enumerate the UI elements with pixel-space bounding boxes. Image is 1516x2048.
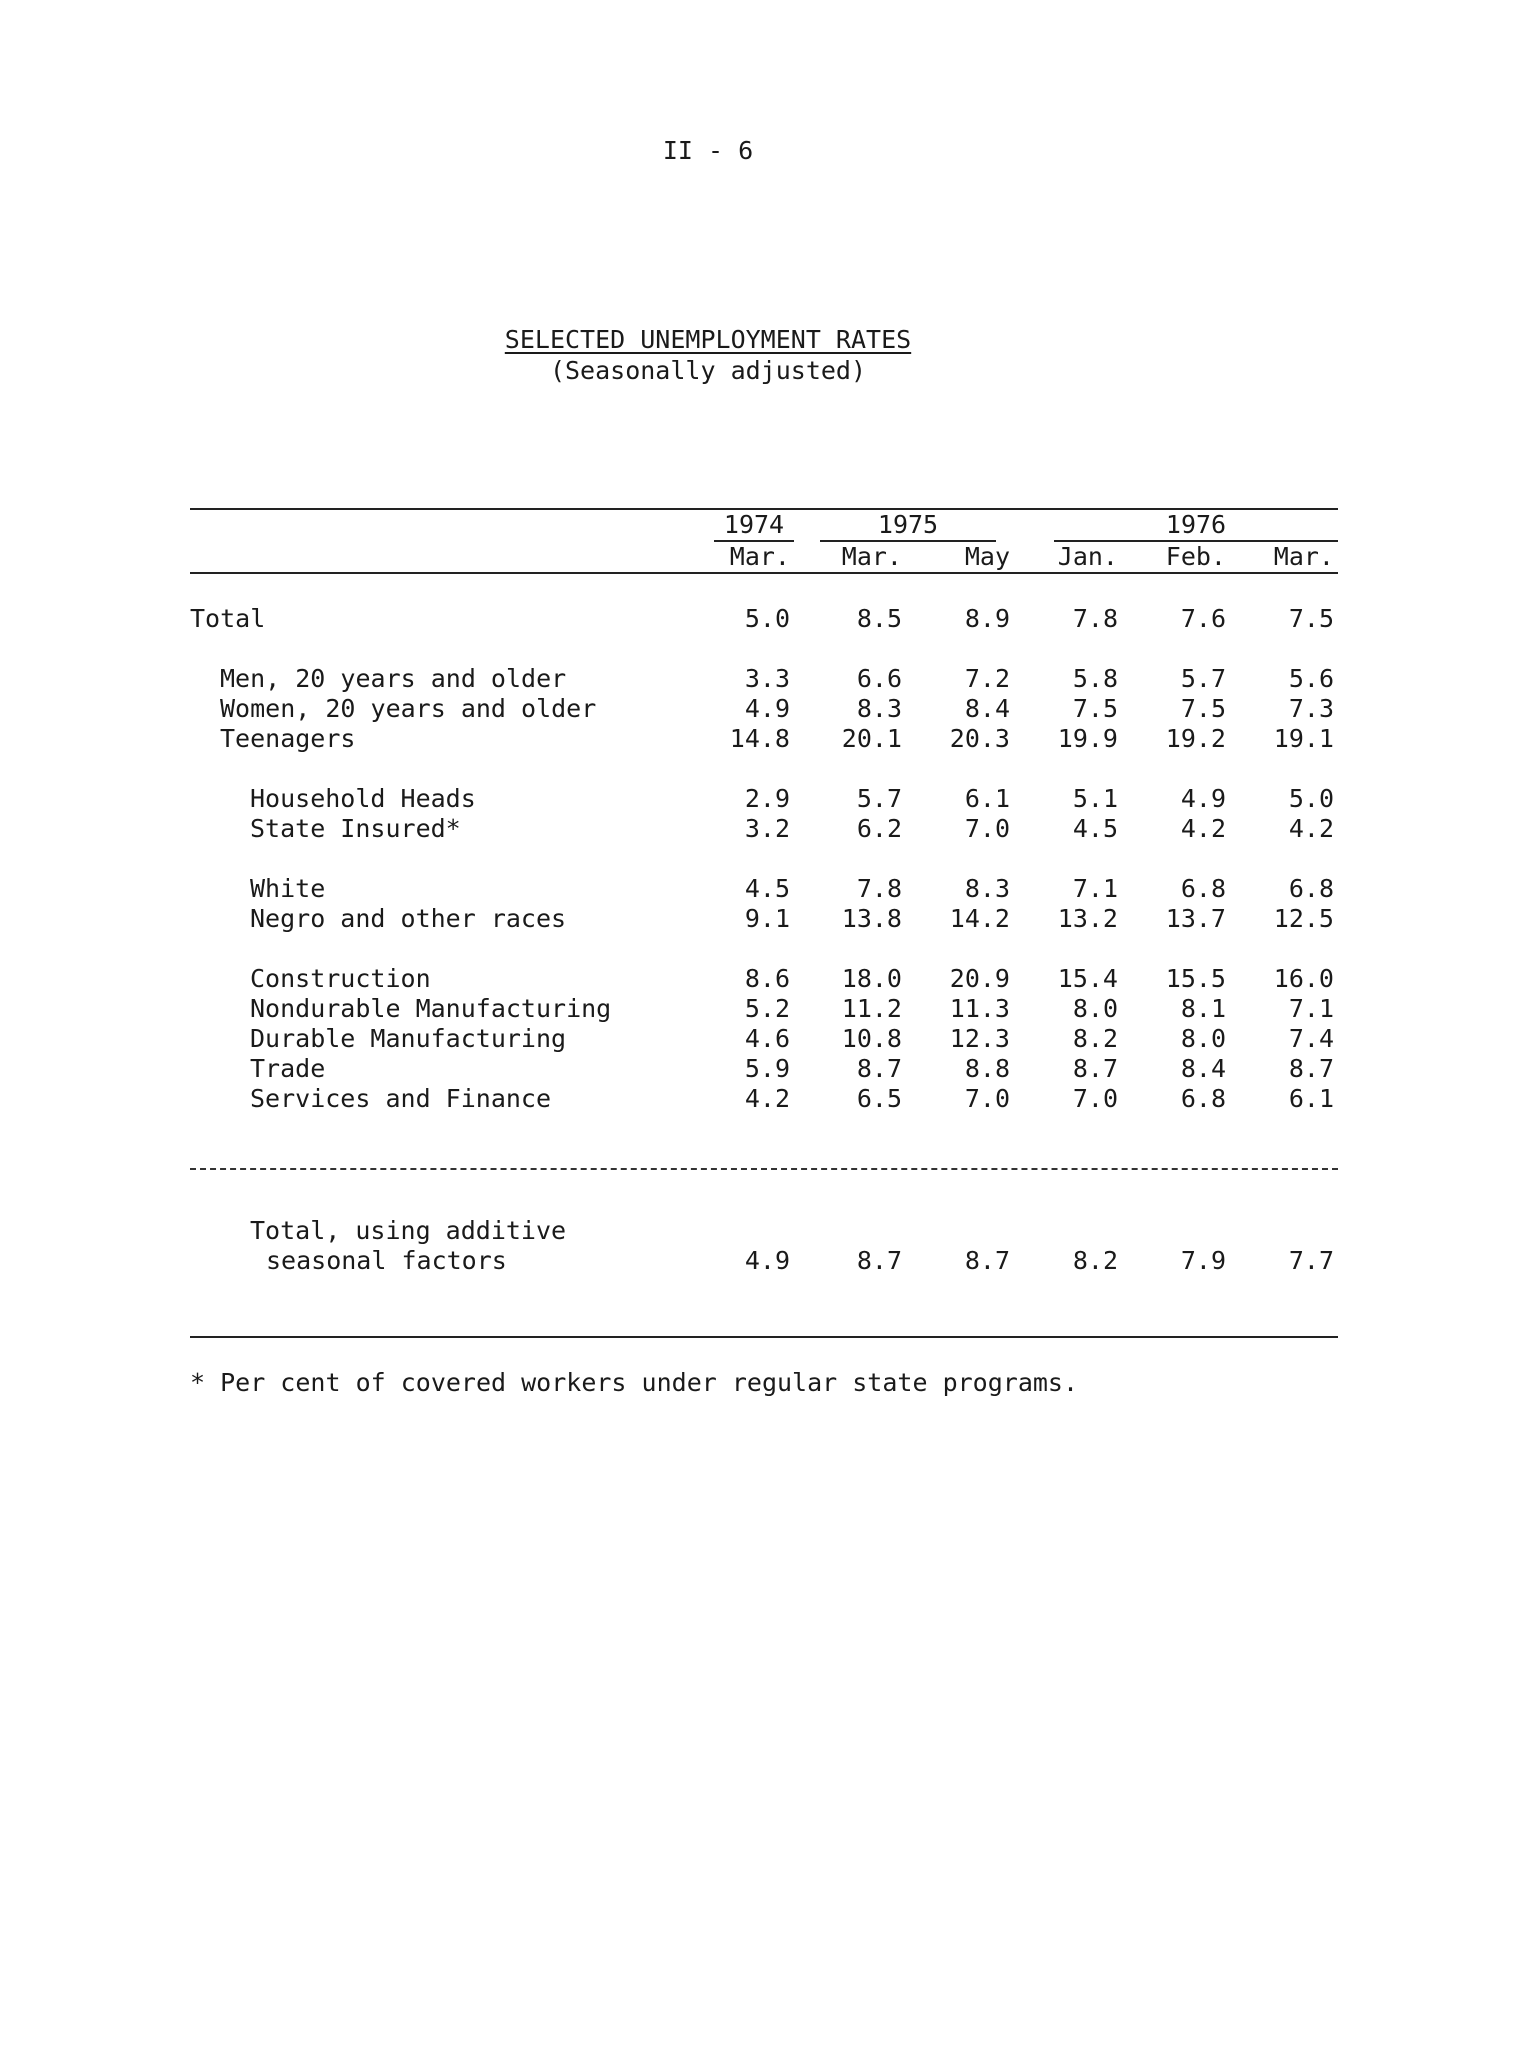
table-cell: 2.9 (744, 784, 790, 813)
table-cell: 12.3 (949, 1024, 1010, 1053)
table-cell: 7.8 (856, 874, 902, 903)
row-label: Women, 20 years and older (220, 694, 597, 723)
table-cell: 6.8 (1288, 874, 1334, 903)
table-cell: 12.5 (1273, 904, 1334, 933)
table-cell: 7.4 (1288, 1024, 1334, 1053)
table-cell: 8.4 (964, 694, 1010, 723)
table-cell: 8.3 (856, 694, 902, 723)
row-label: Negro and other races (250, 904, 567, 933)
table-cell: 20.3 (949, 724, 1010, 753)
table-cell: 7.3 (1288, 694, 1334, 723)
table-bottom-rule (190, 1336, 1338, 1338)
table-cell: 8.3 (964, 874, 1010, 903)
table-cell: 15.4 (1057, 964, 1118, 993)
month-header-cell: Mar. (729, 542, 790, 571)
row-label: White (250, 874, 326, 903)
footnote: * Per cent of covered workers under regular state programs. (190, 1368, 1079, 1397)
year-header-1974: 1974 (714, 510, 794, 542)
row-label: Construction (250, 964, 431, 993)
table-cell: 14.2 (949, 904, 1010, 933)
table-dashed-separator (190, 1168, 1338, 1170)
row-label: Durable Manufacturing (250, 1024, 567, 1053)
table-cell: 7.0 (964, 1084, 1010, 1113)
table-cell: 6.1 (1288, 1084, 1334, 1113)
row-label: Nondurable Manufacturing (250, 994, 612, 1023)
table-cell: 4.2 (1288, 814, 1334, 843)
table-cell: 7.1 (1288, 994, 1334, 1023)
table-cell: 10.8 (841, 1024, 902, 1053)
table-cell: 8.6 (744, 964, 790, 993)
table-cell: 8.2 (1072, 1246, 1118, 1275)
table-title-text: SELECTED UNEMPLOYMENT RATES (504, 325, 912, 354)
table-cell: 5.7 (1180, 664, 1226, 693)
table-cell: 19.9 (1057, 724, 1118, 753)
table-cell: 5.9 (744, 1054, 790, 1083)
table-cell: 8.7 (1072, 1054, 1118, 1083)
table-cell: 8.9 (964, 604, 1010, 633)
table-cell: 15.5 (1165, 964, 1226, 993)
month-header-cell: Feb. (1165, 542, 1226, 571)
row-label: Men, 20 years and older (220, 664, 567, 693)
row-label: Services and Finance (250, 1084, 552, 1113)
table-cell: 7.5 (1180, 694, 1226, 723)
table-cell: 4.9 (744, 694, 790, 723)
table-cell: 6.8 (1180, 874, 1226, 903)
row-label: Total (190, 604, 266, 633)
table-title (0, 325, 1416, 354)
table-cell: 8.5 (856, 604, 902, 633)
table-cell: 5.1 (1072, 784, 1118, 813)
table-cell: 4.6 (744, 1024, 790, 1053)
table-header-rule (190, 572, 1338, 574)
table-cell: 20.1 (841, 724, 902, 753)
table-cell: 19.1 (1273, 724, 1334, 753)
table-cell: 6.1 (964, 784, 1010, 813)
table-cell: 16.0 (1273, 964, 1334, 993)
table-cell: 7.8 (1072, 604, 1118, 633)
table-cell: 8.7 (856, 1054, 902, 1083)
table-cell: 5.7 (856, 784, 902, 813)
table-cell: 14.8 (729, 724, 790, 753)
table-cell: 8.7 (964, 1246, 1010, 1275)
table-cell: 9.1 (744, 904, 790, 933)
table-cell: 5.6 (1288, 664, 1334, 693)
table-cell: 19.2 (1165, 724, 1226, 753)
month-header-cell: May (964, 542, 1010, 571)
row-label: Teenagers (220, 724, 356, 753)
table-subtitle: (Seasonally adjusted) (549, 356, 867, 385)
table-cell: 4.2 (1180, 814, 1226, 843)
row-label: State Insured* (250, 814, 461, 843)
row-label: Trade (250, 1054, 326, 1083)
table-cell: 7.0 (1072, 1084, 1118, 1113)
month-header-cell: Mar. (1273, 542, 1334, 571)
table-cell: 5.0 (1288, 784, 1334, 813)
table-cell: 5.0 (744, 604, 790, 633)
table-cell: 4.9 (1180, 784, 1226, 813)
table-cell: 8.7 (1288, 1054, 1334, 1083)
table-cell: 3.3 (744, 664, 790, 693)
table-cell: 13.7 (1165, 904, 1226, 933)
table-cell: 8.4 (1180, 1054, 1226, 1083)
table-cell: 8.7 (856, 1246, 902, 1275)
table-cell: 7.2 (964, 664, 1010, 693)
row-label: Household Heads (250, 784, 476, 813)
table-cell: 4.5 (1072, 814, 1118, 843)
table-cell: 5.8 (1072, 664, 1118, 693)
table-cell: 5.2 (744, 994, 790, 1023)
table-cell: 18.0 (841, 964, 902, 993)
month-header-cell: Mar. (841, 542, 902, 571)
table-cell: 6.6 (856, 664, 902, 693)
table-cell: 6.5 (856, 1084, 902, 1113)
table-cell: 7.6 (1180, 604, 1226, 633)
table-cell: 13.8 (841, 904, 902, 933)
table-cell: 7.5 (1072, 694, 1118, 723)
table-cell: 4.2 (744, 1084, 790, 1113)
year-header-1976: 1976 (1054, 510, 1338, 542)
table-cell: 6.8 (1180, 1084, 1226, 1113)
table-cell: 11.2 (841, 994, 902, 1023)
table-cell: 8.2 (1072, 1024, 1118, 1053)
additive-row-label-line1: Total, using additive (250, 1216, 567, 1245)
table-cell: 7.0 (964, 814, 1010, 843)
page-number: II - 6 (662, 136, 754, 165)
year-header-1975: 1975 (820, 510, 996, 542)
table-cell: 6.2 (856, 814, 902, 843)
table-cell: 20.9 (949, 964, 1010, 993)
table-cell: 8.8 (964, 1054, 1010, 1083)
table-cell: 13.2 (1057, 904, 1118, 933)
table-cell: 7.7 (1288, 1246, 1334, 1275)
table-cell: 3.2 (744, 814, 790, 843)
table-cell: 8.0 (1072, 994, 1118, 1023)
table-cell: 7.5 (1288, 604, 1334, 633)
table-cell: 8.0 (1180, 1024, 1226, 1053)
table-cell: 11.3 (949, 994, 1010, 1023)
table-cell: 4.9 (744, 1246, 790, 1275)
table-cell: 7.1 (1072, 874, 1118, 903)
table-cell: 8.1 (1180, 994, 1226, 1023)
month-header-cell: Jan. (1057, 542, 1118, 571)
additive-row-label-line2: seasonal factors (266, 1246, 507, 1275)
table-cell: 4.5 (744, 874, 790, 903)
table-cell: 7.9 (1180, 1246, 1226, 1275)
